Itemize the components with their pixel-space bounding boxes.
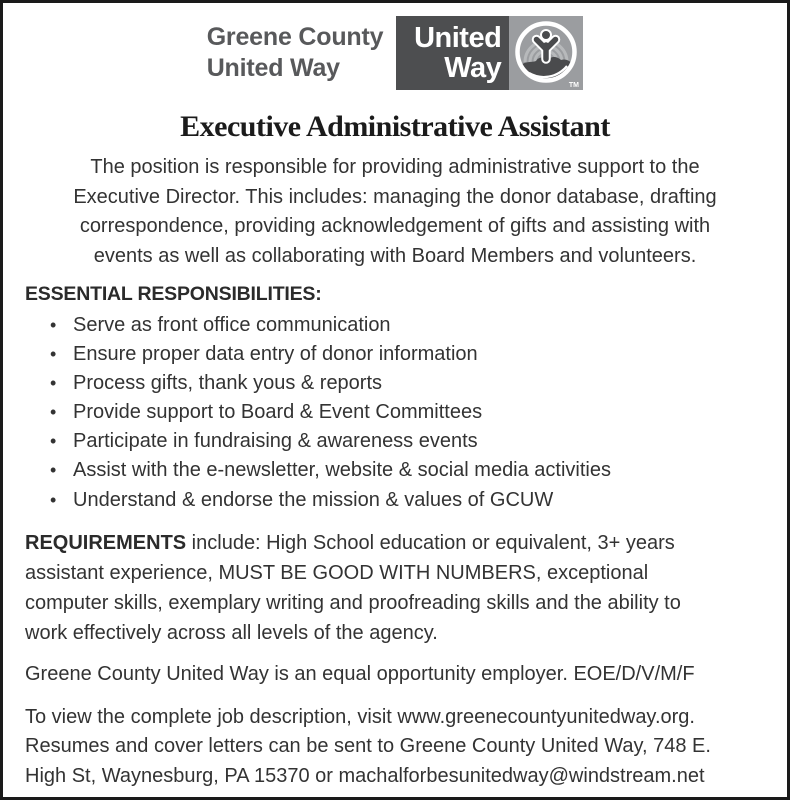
contact-paragraph [25,703,767,792]
summary-line: correspondence, providing acknowledgement of gifts and assisting with [79,215,711,237]
trademark-text: TM [569,82,580,89]
list-item [23,486,767,515]
list-item [23,398,767,427]
org-name-line2: United Way [206,54,340,82]
contact-line: To view the complete job description, visit www.greenecountyunitedway.org. [25,705,695,728]
eoe-statement: Greene County United Way is an equal opportunity employer. EOE/D/V/M/F [25,662,695,685]
wordmark-line2: Way [444,52,502,84]
united-way-logo [396,16,583,90]
requirements-line-text: include: High School education or equivalent, 3+ years [186,531,675,554]
job-summary [23,153,767,271]
summary-line: Executive Director. This includes: managing the donor database, drafting [73,185,717,208]
responsibilities-heading: ESSENTIAL RESPONSIBILITIES: [25,283,322,305]
list-item-text: Process gifts, thank yous & reports [73,372,383,395]
bullet-icon: • [50,373,57,394]
bullet-icon: • [50,402,57,423]
requirements-line: work effectively across all levels of the agency. [25,621,438,644]
list-item-text: Serve as front office communication [73,314,391,336]
list-item [23,311,767,340]
requirements-line [25,528,767,558]
requirements-paragraph [25,528,767,648]
wordmark-line1: United [414,22,502,54]
bullet-icon: • [50,315,57,335]
united-way-symbol-icon [509,16,583,90]
org-name-line1: Greene County [206,23,384,51]
summary-line: The position is responsible for providing administrative support to the [90,156,700,178]
requirements-line: computer skills, exemplary writing and proofreading skills and the ability to [25,591,681,614]
list-item [23,340,767,369]
list-item [23,427,767,456]
list-item-text: Ensure proper data entry of donor information [73,343,478,366]
contact-line: High St, Waynesburg, PA 15370 or machalforbesunitedway@windstream.net [25,764,705,787]
requirements-label: REQUIREMENTS [25,531,187,554]
list-item [23,456,767,485]
org-name [207,22,384,84]
list-item-text: Assist with the e-newsletter, website & social media activities [73,459,611,482]
list-item-text: Understand & endorse the mission & values of GCUW [73,488,554,511]
bullet-icon: • [50,431,57,452]
header [23,3,767,90]
bullet-icon: • [50,460,57,481]
contact-line: Resumes and cover letters can be sent to Greene County United Way, 748 E. [25,735,711,758]
responsibilities-list [23,311,767,515]
united-way-wordmark [396,16,509,90]
job-title: Executive Administrative Assistant [180,110,610,143]
summary-line: events as well as collaborating with Board Members and volunteers. [93,244,697,267]
requirements-line: assistant experience, MUST BE GOOD WITH NUMBERS, exceptional [25,561,649,584]
list-item-text: Participate in fundraising & awareness events [73,430,478,453]
list-item-text: Provide support to Board & Event Committees [73,401,483,424]
bullet-icon: • [50,489,57,510]
list-item [23,369,767,398]
bullet-icon: • [50,344,57,365]
